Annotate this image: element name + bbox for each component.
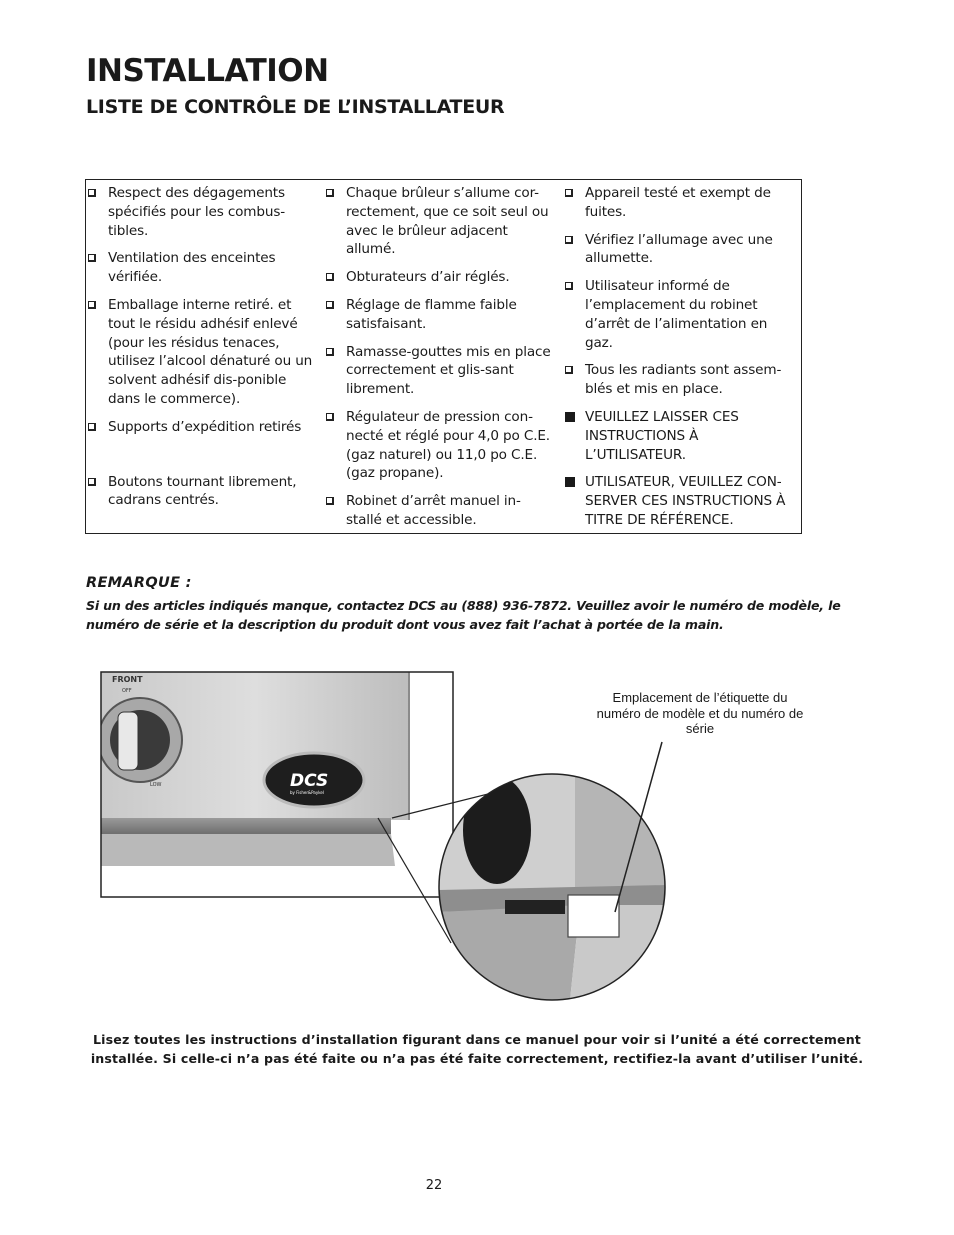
filled-square-icon bbox=[565, 474, 575, 492]
checkbox-icon bbox=[565, 278, 573, 295]
checklist-item bbox=[88, 473, 316, 511]
knob-label-side: LOW bbox=[150, 782, 162, 788]
checklist-item bbox=[326, 343, 554, 399]
checkbox-icon bbox=[88, 297, 96, 314]
checklist-item bbox=[88, 184, 316, 240]
checkbox-icon bbox=[326, 344, 334, 361]
checklist-item-text: Tous les radiants sont assem-blés et mis en place. bbox=[585, 362, 782, 398]
checklist-item-text: Appareil testé et exempt de fuites. bbox=[585, 185, 771, 220]
checkbox-icon bbox=[88, 250, 96, 267]
checklist-item-text: Supports d’expédition retirés bbox=[108, 418, 302, 435]
dcs-logo: DCS bbox=[290, 771, 329, 791]
checkbox-icon bbox=[565, 185, 573, 202]
checkbox-icon bbox=[88, 419, 96, 436]
checkbox-icon bbox=[88, 474, 96, 491]
checklist-item-text: Robinet d’arrêt manuel in-stallé et accessible. bbox=[346, 493, 521, 528]
checkbox-icon bbox=[326, 297, 334, 314]
checkbox-icon bbox=[88, 185, 96, 202]
panel-label: FRONT bbox=[112, 675, 143, 684]
checklist-item-text: Vérifiez l’allumage avec une allumette. bbox=[585, 231, 773, 267]
note-label: REMARQUE : bbox=[86, 575, 192, 591]
checklist-item-text: Utilisateur informé de l’emplacement du robinet d’arrêt de l’alimentation en gaz. bbox=[585, 278, 768, 351]
checklist-column-3 bbox=[565, 184, 797, 539]
checkbox-icon bbox=[326, 185, 334, 202]
checklist-item bbox=[326, 296, 554, 334]
filled-square-icon bbox=[565, 409, 575, 427]
note-text: Si un des articles indiqués manque, contactez DCS au (888) 936-7872. Veuillez avoir le numéro de modèle, le numéro de série et la description du produit dont vous avez fait l’achat à portée de la main. bbox=[86, 598, 841, 632]
checklist-item bbox=[565, 408, 797, 464]
checklist-item-text: UTILISATEUR, VEUILLEZ CON-SERVER CES INSTRUCTIONS À TITRE DE RÉFÉRENCE. bbox=[585, 474, 786, 528]
checkbox-icon bbox=[326, 493, 334, 510]
serial-label-figure bbox=[0, 660, 954, 1010]
page-title: INSTALLATION bbox=[86, 53, 329, 89]
checklist-item bbox=[326, 492, 554, 530]
checklist-item-text: VEUILLEZ LAISSER CES INSTRUCTIONS À L’UTILISATEUR. bbox=[585, 408, 739, 463]
checklist-item-text: Chaque brûleur s’allume cor-rectement, que ce soit seul ou avec le brûleur adjacent allumé. bbox=[346, 185, 549, 258]
serial-label-callout: Emplacement de l’étiquette du numéro de modèle et du numéro de série bbox=[596, 690, 804, 737]
checklist-item-text: Ventilation des enceintes vérifiée. bbox=[108, 250, 276, 286]
checklist-item bbox=[326, 408, 554, 483]
footer-instruction: Lisez toutes les instructions d’installation figurant dans ce manuel pour voir si l’unité a été correctement installée. Si celle-ci n’a pas été faite ou n’a pas été faite correctement, rectifiez-la avant d’utiliser l’unité. bbox=[90, 1032, 864, 1066]
knob-label-top: OFF bbox=[122, 688, 132, 694]
checklist-item bbox=[565, 277, 797, 352]
dcs-logo-subtext: by Fisher&Paykel bbox=[290, 790, 324, 795]
checkbox-icon bbox=[565, 232, 573, 249]
checklist-item bbox=[565, 231, 797, 269]
installer-checklist bbox=[85, 179, 802, 534]
checklist-item-text: Régulateur de pression con-necté et réglé pour 4,0 po C.E. (gaz naturel) ou 11,0 po C.E. (gaz propane). bbox=[346, 408, 550, 482]
page-number: 22 bbox=[425, 1178, 443, 1193]
zoom-detail bbox=[439, 774, 665, 1000]
grill-illustration bbox=[0, 660, 954, 1010]
checkbox-icon bbox=[326, 409, 334, 426]
checklist-item-text: Ramasse-gouttes mis en place correctement et glis-sant librement. bbox=[346, 343, 551, 398]
checklist-item-text: Emballage interne retiré. et tout le résidu adhésif enlevé (pour les résidus tenaces, utilisez l’alcool dénaturé ou un solvent adhésif dis-ponible dans le commerce). bbox=[108, 296, 313, 407]
checklist-item bbox=[565, 361, 797, 399]
checklist-item bbox=[326, 268, 554, 287]
checklist-item bbox=[88, 249, 316, 287]
checkbox-icon bbox=[565, 362, 573, 379]
checklist-column-1 bbox=[88, 184, 316, 519]
checklist-item bbox=[565, 473, 797, 529]
checklist-item bbox=[88, 418, 316, 437]
checkbox-icon bbox=[326, 269, 334, 286]
checklist-item bbox=[326, 184, 554, 259]
checklist-item bbox=[88, 296, 316, 409]
section-subtitle: LISTE DE CONTRÔLE DE L’INSTALLATEUR bbox=[86, 96, 505, 118]
checklist-item bbox=[565, 184, 797, 222]
checklist-column-2 bbox=[326, 184, 554, 539]
checklist-item-text: Boutons tournant librement, cadrans centrés. bbox=[108, 473, 297, 509]
checklist-item-text: Réglage de flamme faible satisfaisant. bbox=[346, 296, 517, 332]
checklist-item-text: Obturateurs d’air réglés. bbox=[346, 269, 510, 286]
checklist-item-text: Respect des dégagements spécifiés pour les combus-tibles. bbox=[108, 185, 286, 239]
